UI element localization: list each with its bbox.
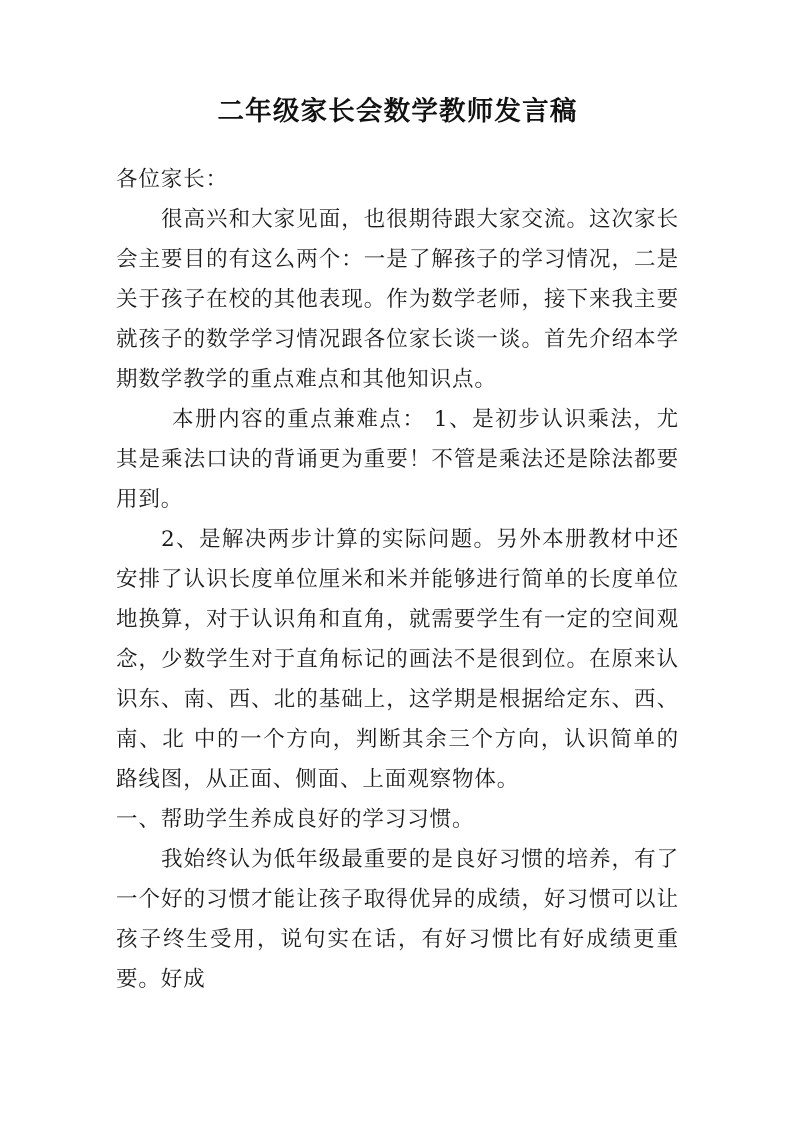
section-heading-1: 一、帮助学生养成良好的学习习惯。 — [116, 807, 475, 832]
paragraph-point-2: 2、是解决两步计算的实际问题。另外本册教材中还安排了认识长度单位厘米和米并能够进行简单的长度单位地换算，对于认识角和直角，就需要学生有一定的空间观念，少数学生对于直角标记的画法不是很到位。在原来认识东、南、西、北的基础上，这学期是根据给定东、西、南、北 中的一个方向，判断其余三个方向，认识简单的路线图，从正面、侧面、上面观察物体。 — [116, 527, 679, 792]
document-body — [116, 92, 679, 1000]
paragraph-salutation: 各位家长： — [116, 167, 229, 192]
paragraph-point-1: 本册内容的重点兼难点： 1、是初步认识乘法，尤其是乘法口诀的背诵更为重要！不管是乘法还是除法都要用到。 — [116, 407, 679, 512]
document-title: 二年级家长会数学教师发言稿 — [217, 96, 578, 127]
paragraph-intro: 很高兴和大家见面，也很期待跟大家交流。这次家长会主要目的有这么两个：一是了解孩子的学习情况，二是关于孩子在校的其他表现。作为数学老师，接下来我主要就孩子的数学学习情况跟各位家长谈一谈。首先介绍本学期数学教学的重点难点和其他知识点。 — [116, 207, 679, 392]
paragraph-habits-body: 我始终认为低年级最重要的是良好习惯的培养，有了一个好的习惯才能让孩子取得优异的成绩，好习惯可以让孩子终生受用，说句实在话，有好习惯比有好成绩更重要。好成 — [116, 847, 679, 992]
